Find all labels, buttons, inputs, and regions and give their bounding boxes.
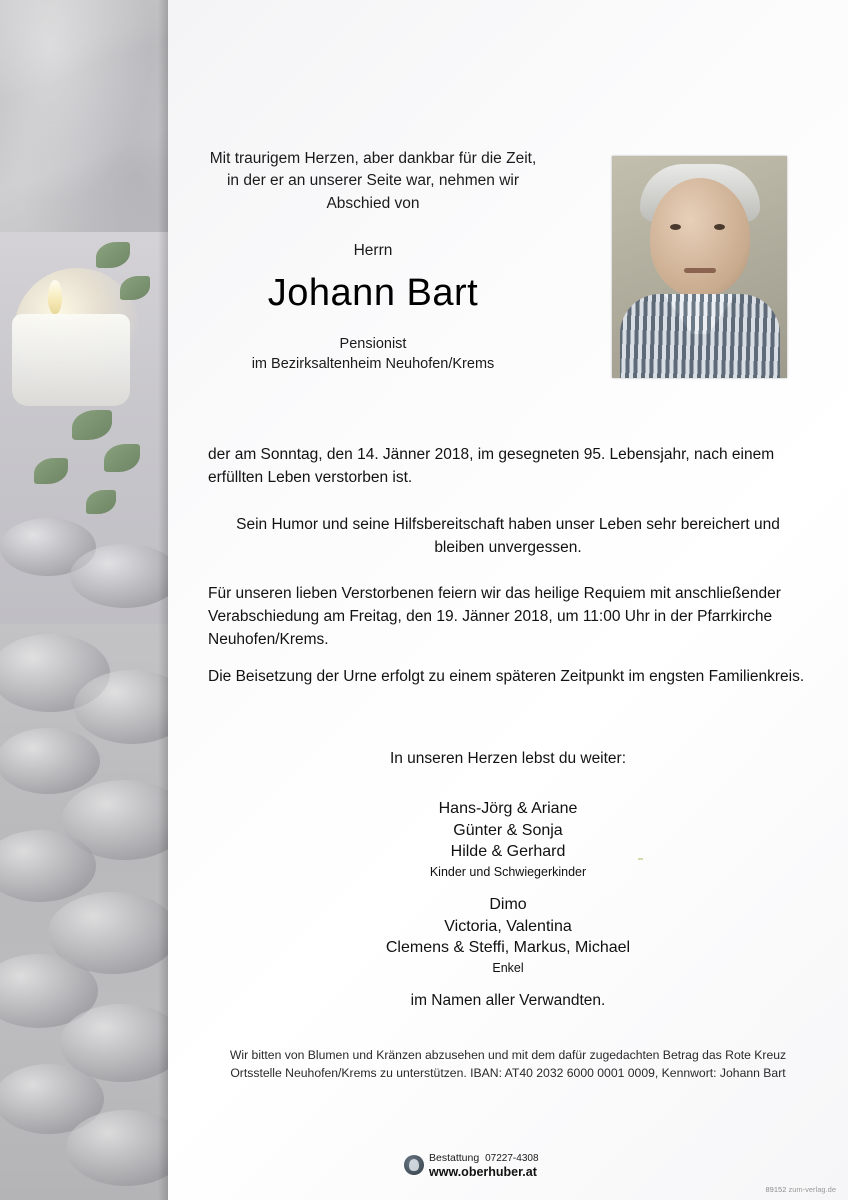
company-website[interactable]: www.oberhuber.at [429, 1164, 537, 1179]
sidebar-band-stones [0, 624, 168, 1200]
child-line: Hans-Jörg & Ariane [438, 800, 578, 817]
print-code [766, 1185, 836, 1194]
sidebar-band-top [0, 0, 168, 232]
undertaker-name [429, 1152, 539, 1179]
donation-note: Wir bitten von Blumen und Kränzen abzusehen und mit dem dafür zugedachten Betrag das Rote Kreuz Ortsstelle Neuhofen/Krems zu unterstützen. IBAN: AT40 2032 6000 0001 0009, Kennwort: Johann Bart [229, 1048, 787, 1081]
children-caption: Kinder und Schwiegerkinder [429, 864, 587, 879]
print-code-number: 89152 [765, 1185, 787, 1194]
ivy-leaf-icon [120, 276, 150, 300]
child-line: Hilde & Gerhard [450, 843, 566, 861]
card-content [208, 0, 808, 1200]
stone-shape [70, 544, 168, 608]
paper-speck [638, 858, 643, 860]
card-sheet [168, 0, 848, 1200]
portrait-face [650, 178, 750, 296]
flame-icon [48, 280, 62, 314]
requiem-paragraph: Für unseren lieben Verstorbenen feiern wir das heilige Requiem mit anschließender Verabschiedung am Freitag, den 19. Jänner 2018, um 11:00 Uhr in der Pfarrkirche Neuhofen/Krems. [208, 585, 781, 648]
deceased-name: Johann Bart [267, 272, 479, 314]
salutation-text: Herrn [353, 242, 393, 259]
company-line-1 [429, 1152, 539, 1165]
grandchild-line: Dimo [489, 896, 527, 913]
ivy-leaf-icon [96, 242, 130, 268]
portrait-eye-right [714, 224, 725, 230]
ivy-leaf-icon [34, 458, 68, 484]
grandchild-line: Clemens & Steffi, Markus, Michael [385, 939, 631, 957]
grandchild-line: Victoria, Valentina [444, 917, 572, 935]
sidebar-edge-shadow [158, 0, 168, 1200]
candle-icon [12, 314, 130, 406]
company-phone: 07227-4308 [485, 1153, 539, 1164]
role-block [208, 334, 538, 375]
closing-text: im Namen aller Verwandten. [410, 992, 606, 1009]
undertaker-logo[interactable] [404, 1152, 539, 1179]
stone-shape [0, 728, 100, 794]
company-label: Bestattung [429, 1152, 480, 1164]
ivy-leaf-icon [86, 490, 116, 514]
role-line-1: Pensionist [339, 336, 407, 352]
dove-icon [404, 1155, 424, 1175]
portrait-eye-left [670, 224, 681, 230]
tribute-paragraph: Sein Humor und seine Hilfsbereitschaft haben unser Leben sehr bereichert und bleiben unvergessen. [236, 516, 780, 556]
ivy-leaf-icon [72, 410, 112, 440]
sidebar-band-candle [0, 232, 168, 624]
grandchildren-caption: Enkel [492, 960, 524, 975]
portrait-photo [612, 156, 787, 378]
children-block [208, 798, 808, 882]
memory-heading: In unseren Herzen lebst du weiter: [389, 750, 627, 767]
role-line-2: im Bezirksaltenheim Neuhofen/Krems [251, 356, 495, 373]
intro-text: Mit traurigem Herzen, aber dankbar für die Zeit, in der er an unserer Seite war, nehmen wir Abschied von [209, 150, 537, 212]
decorative-sidebar [0, 0, 168, 1200]
portrait-mouth [684, 268, 716, 273]
burial-paragraph: Die Beisetzung der Urne erfolgt zu einem späteren Zeitpunkt im engsten Familienkreis. [208, 668, 805, 685]
death-paragraph: der am Sonntag, den 14. Jänner 2018, im gesegneten 95. Lebensjahr, nach einem erfüllten Leben verstorben ist. [208, 446, 775, 486]
grandchildren-block [208, 894, 808, 978]
child-line: Günter & Sonja [453, 821, 563, 839]
publisher-name: zum-verlag.de [788, 1185, 836, 1194]
footer [168, 1142, 848, 1200]
stone-shape [66, 1110, 168, 1186]
ivy-leaf-icon [104, 444, 140, 472]
